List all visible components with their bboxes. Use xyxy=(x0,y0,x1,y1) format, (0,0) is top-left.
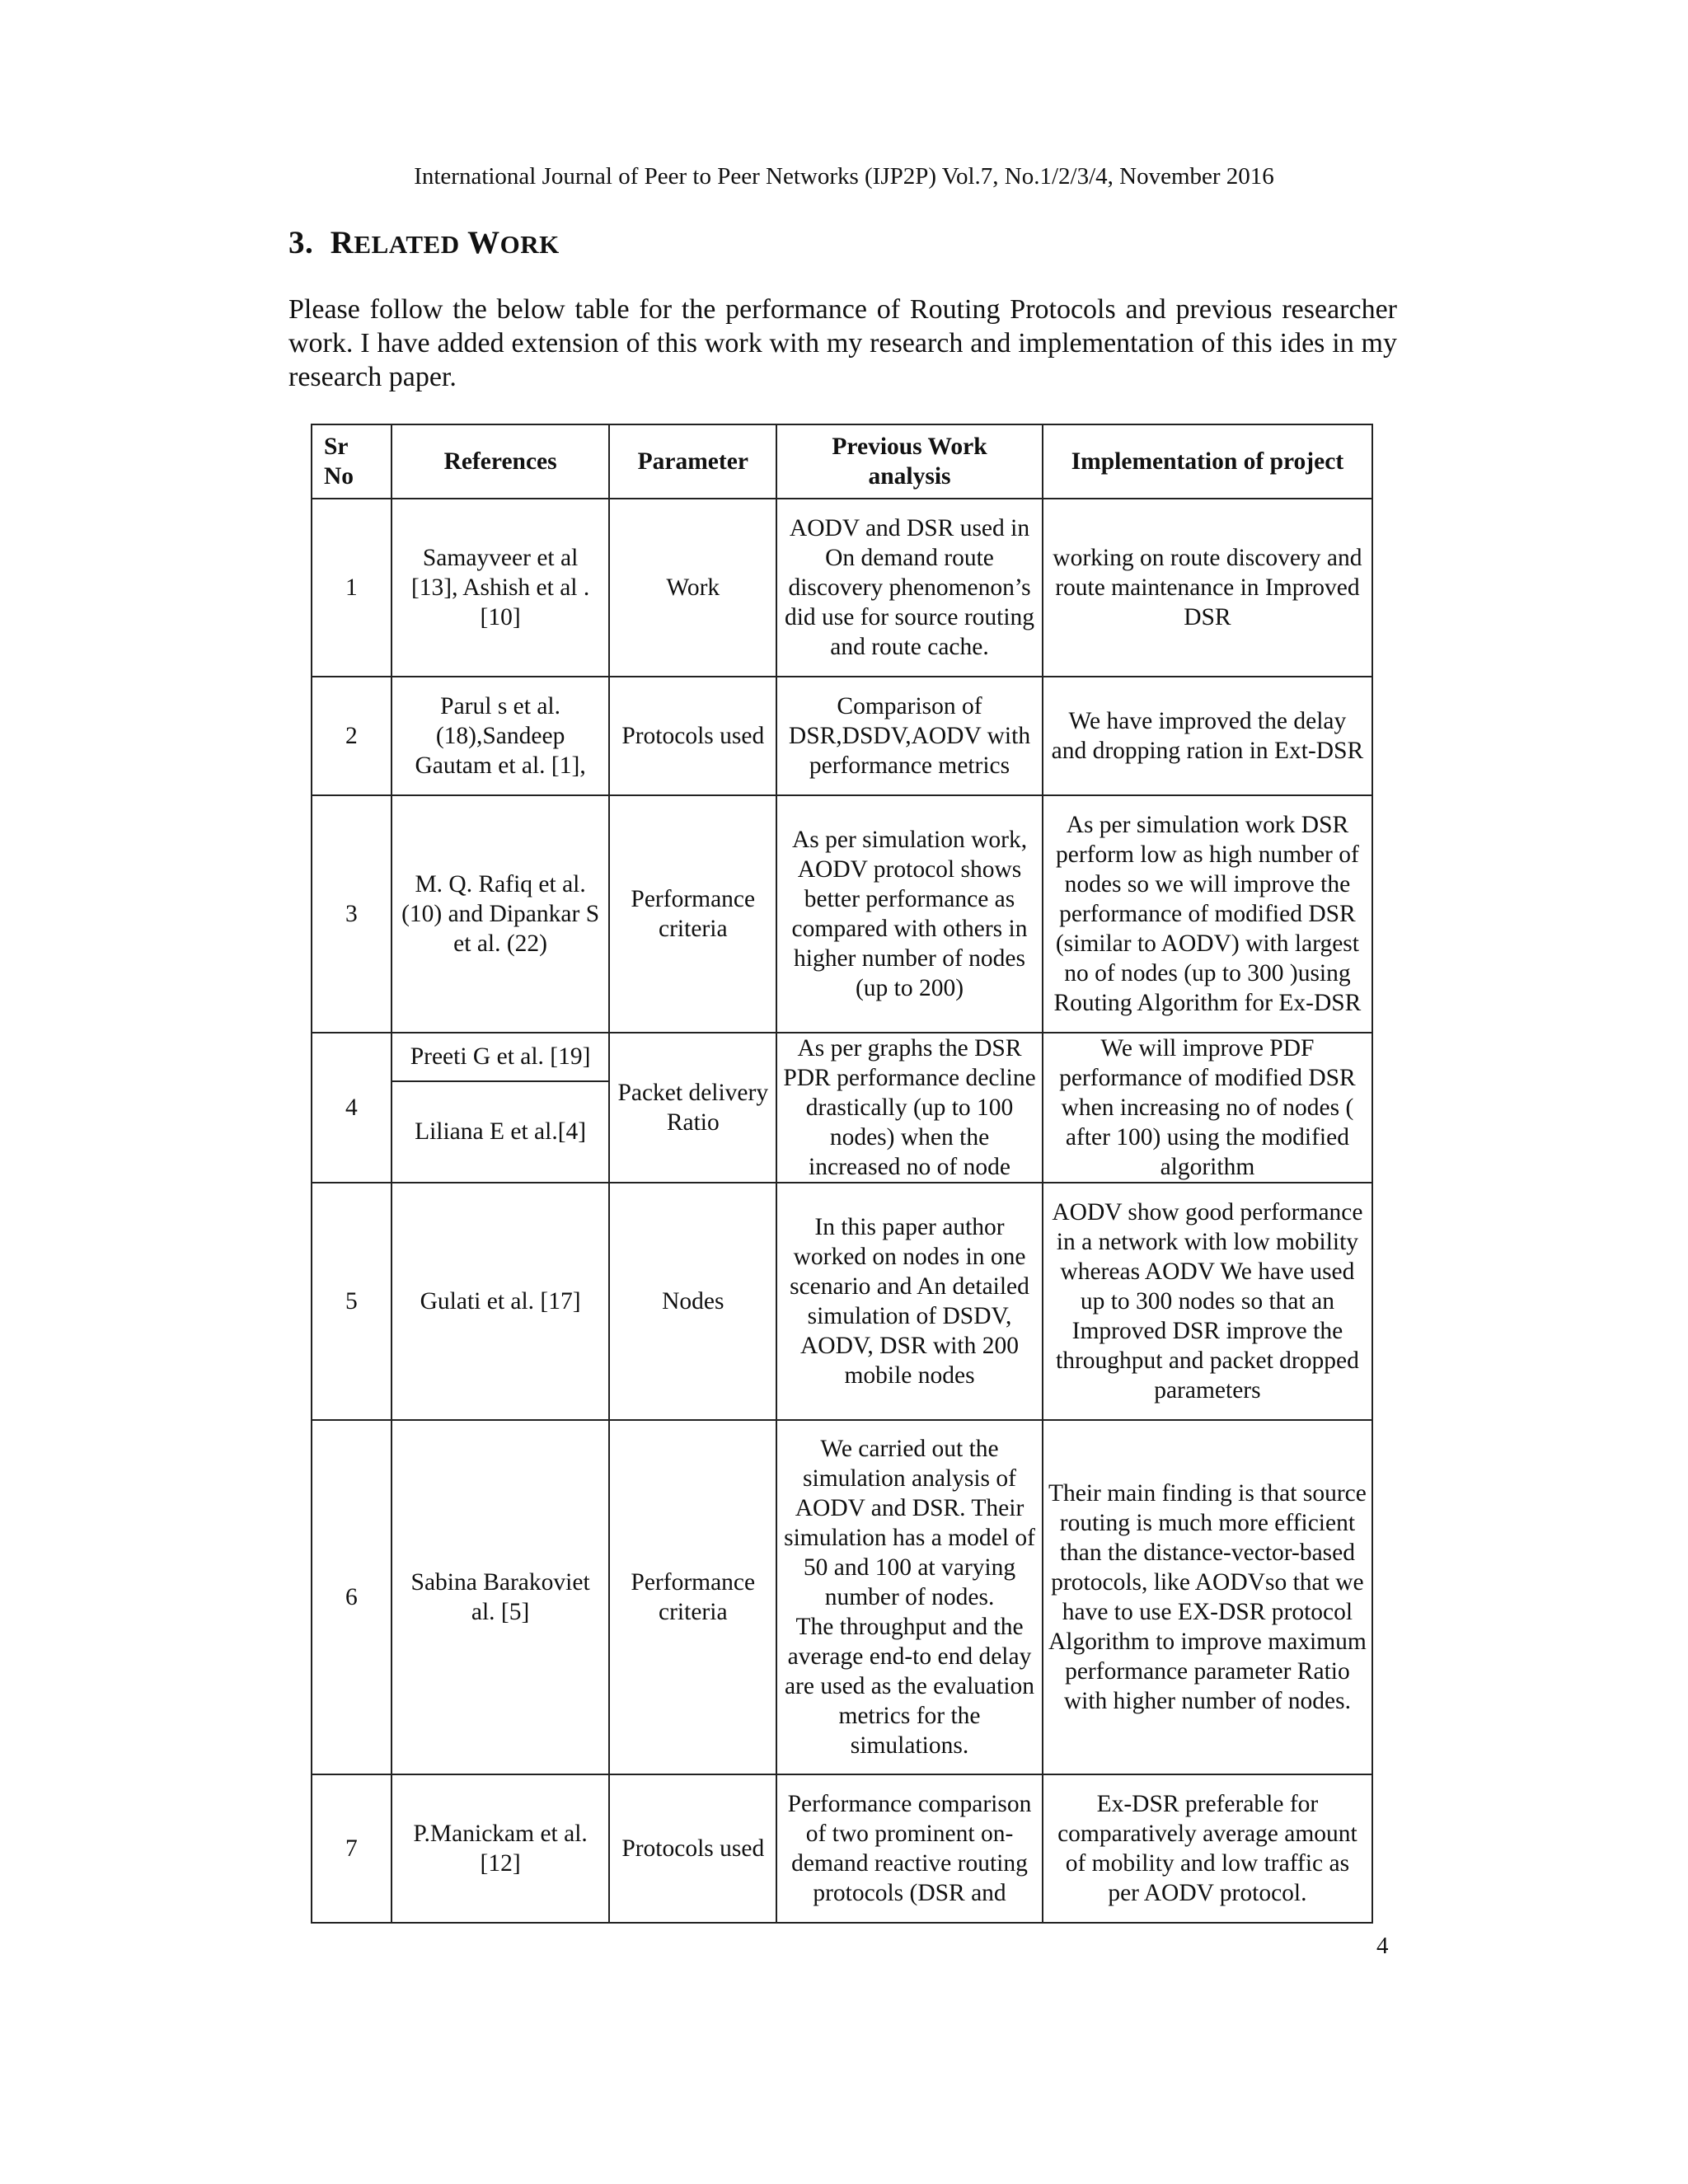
previous-work-part-1: We carried out the simulation analysis of AODV and DSR. Their simulation has a model of 50 and 100 at varying number of nodes. xyxy=(784,1436,1035,1610)
section-title-w1-initial: R xyxy=(330,225,354,260)
cell-implementation: We will improve PDF performance of modified DSR when increasing no of nodes ( after 100) using the modified algorithm xyxy=(1043,1033,1372,1183)
page-number: 4 xyxy=(1376,1933,1389,1959)
section-title-w2-rest: ORK xyxy=(499,230,560,259)
header-implementation: Implementation of project xyxy=(1043,424,1372,499)
cell-parameter: Protocols used xyxy=(609,1774,776,1923)
cell-sr: 1 xyxy=(312,499,392,677)
cell-references: Liliana E et al.[4] xyxy=(392,1081,610,1183)
cell-sr: 6 xyxy=(312,1420,392,1774)
section-title-w1-rest: ELATED xyxy=(354,230,460,259)
cell-implementation: We have improved the delay and dropping ration in Ext-DSR xyxy=(1043,677,1372,795)
table-row xyxy=(312,1420,1372,1774)
cell-previous-work xyxy=(776,1420,1043,1774)
table-header-row xyxy=(312,424,1372,499)
cell-parameter: Work xyxy=(609,499,776,677)
related-work-table xyxy=(311,424,1373,1924)
cell-implementation: Their main finding is that source routing is much more efficient than the distance-vector-based protocols, like AODVso that we have to use EX-DSR protocol Algorithm to improve maximum performance parameter Ratio with higher number of nodes. xyxy=(1043,1420,1372,1774)
cell-sr: 7 xyxy=(312,1774,392,1923)
cell-sr: 5 xyxy=(312,1183,392,1420)
section-title-w2-initial: W xyxy=(467,225,500,260)
cell-sr: 4 xyxy=(312,1033,392,1183)
header-previous-work: Previous Work analysis xyxy=(776,424,1043,499)
table-row xyxy=(312,677,1372,795)
cell-parameter: Protocols used xyxy=(609,677,776,795)
cell-implementation: AODV show good performance in a network with low mobility whereas AODV We have used up to 300 nodes so that an Improved DSR improve the throughput and packet dropped parameters xyxy=(1043,1183,1372,1420)
cell-implementation: working on route discovery and route maintenance in Improved DSR xyxy=(1043,499,1372,677)
cell-implementation: Ex-DSR preferable for comparatively average amount of mobility and low traffic as per AODV protocol. xyxy=(1043,1774,1372,1923)
intro-paragraph: Please follow the below table for the performance of Routing Protocols and previous researcher work. I have added extension of this work with my research and implementation of this ides in my research paper. xyxy=(288,294,1397,392)
cell-references: M. Q. Rafiq et al. (10) and Dipankar S et al. (22) xyxy=(392,795,610,1033)
cell-parameter: Performance criteria xyxy=(609,1420,776,1774)
table-row xyxy=(312,1183,1372,1420)
cell-references: Preeti G et al. [19] xyxy=(392,1033,610,1081)
header-references: References xyxy=(392,424,610,499)
cell-references: P.Manickam et al. [12] xyxy=(392,1774,610,1923)
section-number: 3. xyxy=(288,225,314,260)
cell-parameter: Nodes xyxy=(609,1183,776,1420)
cell-previous-work: Performance comparison of two prominent on-demand reactive routing protocols (DSR and xyxy=(776,1774,1043,1923)
cell-sr: 2 xyxy=(312,677,392,795)
cell-implementation: As per simulation work DSR perform low as high number of nodes so we will improve the performance of modified DSR (similar to AODV) with largest no of nodes (up to 300 )using Routing Algorithm for Ex-DSR xyxy=(1043,795,1372,1033)
section-heading xyxy=(288,224,560,261)
cell-previous-work: As per simulation work, AODV protocol shows better performance as compared with others in higher number of nodes (up to 200) xyxy=(776,795,1043,1033)
header-parameter: Parameter xyxy=(609,424,776,499)
header-sr-no: Sr No xyxy=(312,424,392,499)
cell-previous-work: Comparison of DSR,DSDV,AODV with performance metrics xyxy=(776,677,1043,795)
table-row xyxy=(312,1774,1372,1923)
table-row xyxy=(312,1033,1372,1081)
journal-running-header: International Journal of Peer to Peer Networks (IJP2P) Vol.7, No.1/2/3/4, November 2016 xyxy=(414,163,1274,190)
cell-parameter: Packet delivery Ratio xyxy=(609,1033,776,1183)
cell-previous-work: As per graphs the DSR PDR performance decline drastically (up to 100 nodes) when the increased no of node xyxy=(776,1033,1043,1183)
cell-references: Parul s et al.(18),Sandeep Gautam et al. [1], xyxy=(392,677,610,795)
previous-work-part-2: The throughput and the average end-to end delay are used as the evaluation metrics for the simulations. xyxy=(784,1614,1035,1759)
table-row xyxy=(312,499,1372,677)
table-row xyxy=(312,795,1372,1033)
cell-previous-work: In this paper author worked on nodes in one scenario and An detailed simulation of DSDV, AODV, DSR with 200 mobile nodes xyxy=(776,1183,1043,1420)
cell-previous-work: AODV and DSR used in On demand route discovery phenomenon’s did use for source routing and route cache. xyxy=(776,499,1043,677)
cell-references: Gulati et al. [17] xyxy=(392,1183,610,1420)
cell-sr: 3 xyxy=(312,795,392,1033)
cell-references: Sabina Barakoviet al. [5] xyxy=(392,1420,610,1774)
cell-parameter: Performance criteria xyxy=(609,795,776,1033)
cell-references: Samayveer et al [13], Ashish et al .[10] xyxy=(392,499,610,677)
